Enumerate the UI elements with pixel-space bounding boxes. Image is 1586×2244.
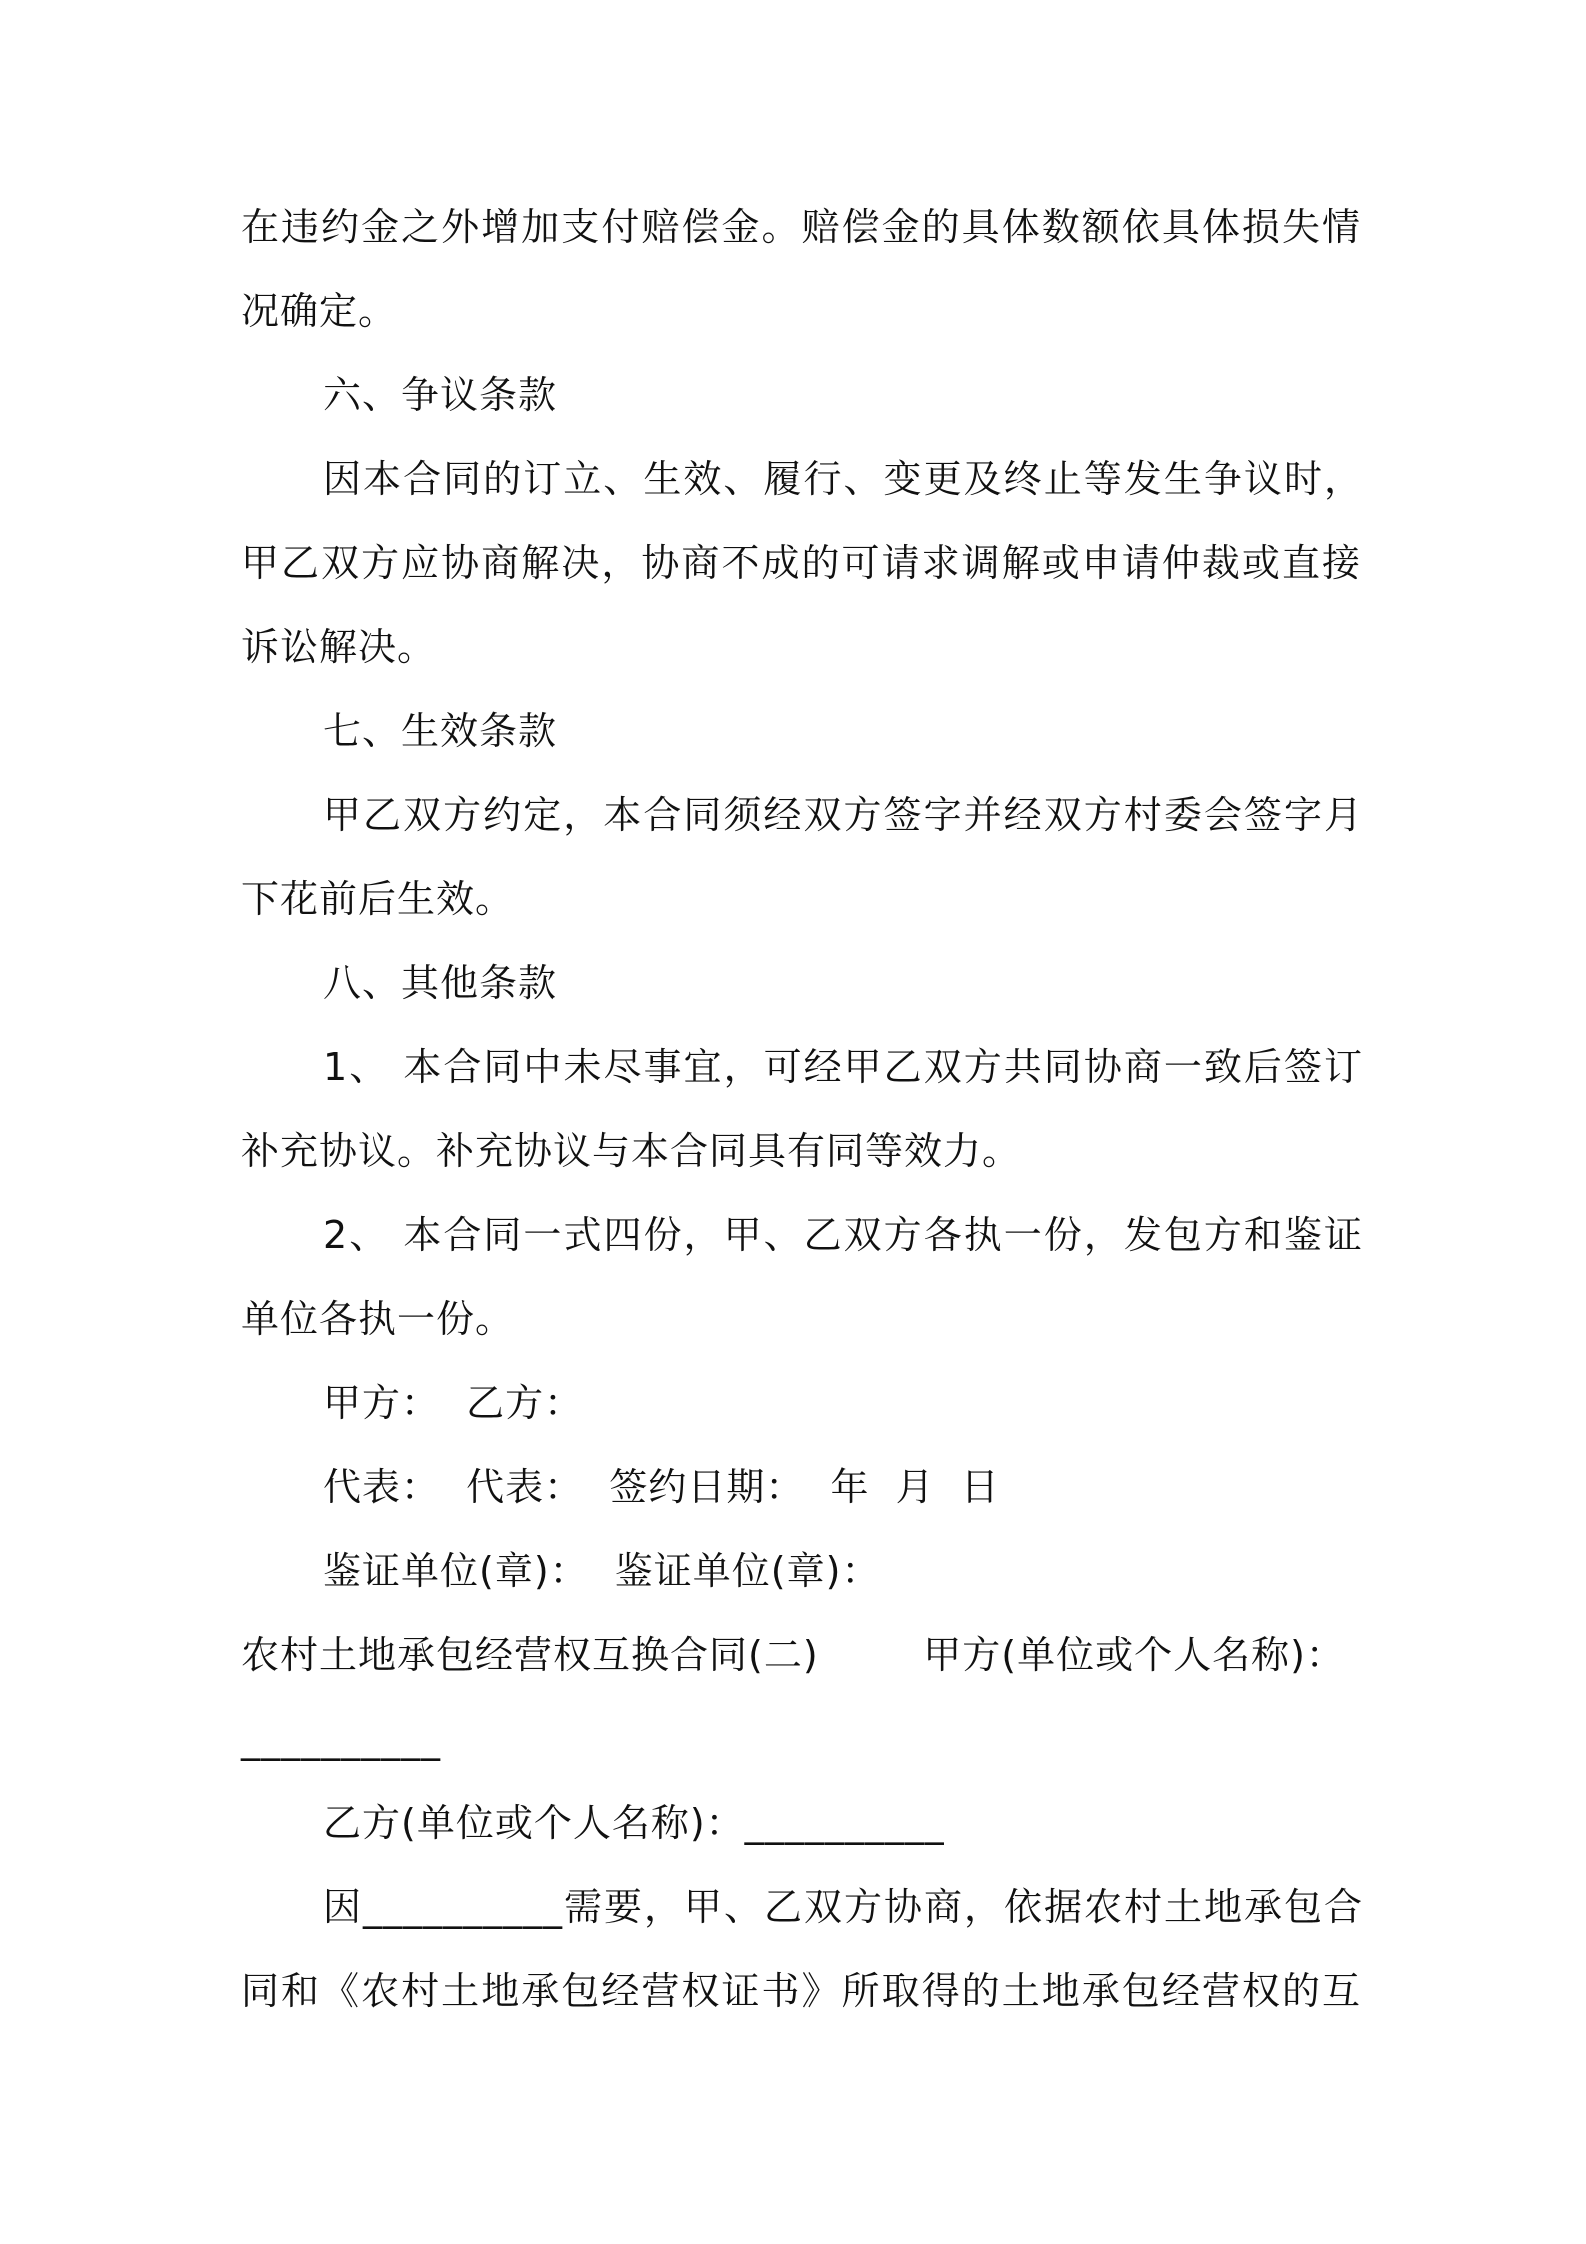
section-heading-dispute: 六、争议条款 [323,373,558,417]
signature-certification: 鉴证单位(章)： 鉴证单位(章)： [323,1549,881,1593]
blank-line: __________ [241,1717,441,1761]
section-heading-other: 八、其他条款 [323,961,558,1005]
paragraph-line: 诉讼解决。 [241,625,437,669]
signature-representatives-date: 代表： 代表： 签约日期： 年 月 日 [323,1465,1000,1509]
paragraph-line: 补充协议。补充协议与本合同具有同等效力。 [241,1129,1022,1173]
signature-parties: 甲方： 乙方： [323,1381,584,1425]
paragraph-line: 单位各执一份。 [241,1297,515,1341]
section-heading-effective: 七、生效条款 [323,709,558,753]
paragraph-line: 况确定。 [241,289,398,333]
paragraph-line: 下花前后生效。 [241,877,515,921]
clause-item-2: 2、 本合同一式四份，甲、乙双方各执一份，发包方和鉴证 [323,1213,1363,1257]
paragraph-line: 因本合同的订立、生效、履行、变更及终止等发生争议时， [323,457,1363,501]
paragraph-line: 在违约金之外增加支付赔偿金。赔偿金的具体数额依具体损失情 [241,205,1361,249]
paragraph-line: 甲乙双方约定，本合同须经双方签字并经双方村委会签字月 [323,793,1363,837]
paragraph-line: 因__________需要，甲、乙双方协商，依据农村土地承包合 [323,1885,1363,1929]
paragraph-line: 甲乙双方应协商解决，协商不成的可请求调解或申请仲裁或直接 [241,541,1361,585]
party-b-line: 乙方(单位或个人名称)：__________ [323,1801,945,1845]
clause-item-1: 1、 本合同中未尽事宜，可经甲乙双方共同协商一致后签订 [323,1045,1363,1089]
paragraph-line: 同和《农村土地承包经营权证书》所取得的土地承包经营权的互 [241,1969,1361,2013]
contract-title-line: 农村土地承包经营权互换合同(二) 甲方(单位或个人名称)： [241,1633,1345,1677]
